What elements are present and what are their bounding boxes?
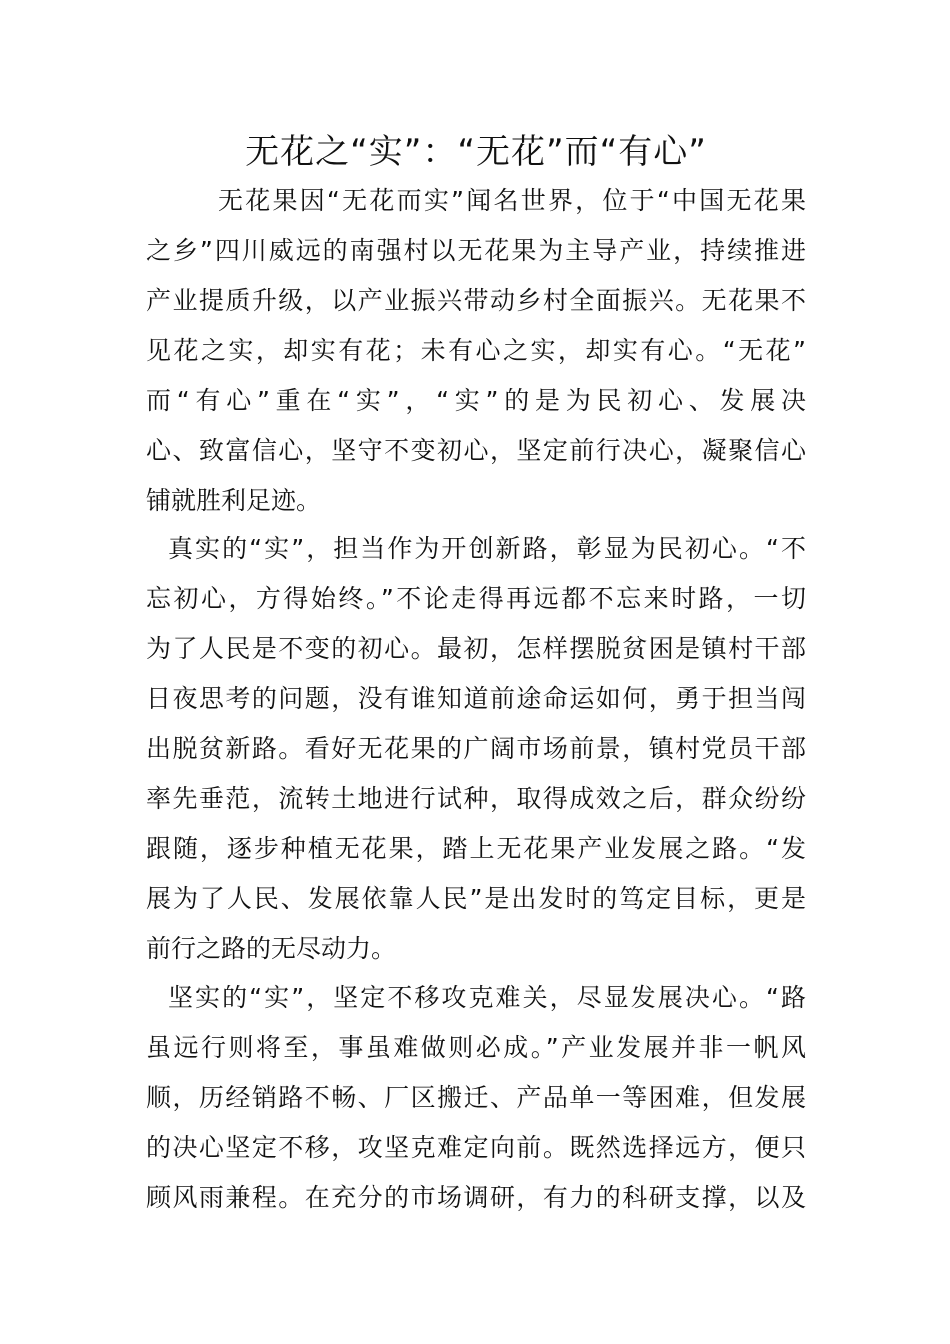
paragraph-2-line-6: 率先垂范，流转土地进行试种，取得成效之后，群众纷纷	[146, 784, 806, 813]
paragraph-2-line-1: 真实的“实”，担当作为开创新路，彰显为民初心。“不	[168, 534, 806, 563]
paragraph-3-line-4: 的决心坚定不移，攻坚克难定向前。既然选择远方，便只	[146, 1133, 806, 1162]
paragraph-3-line-5: 顾风雨兼程。在充分的市场调研，有力的科研支撑，以及	[146, 1183, 806, 1212]
document-title: 无花之“实”：“无花”而“有心”	[245, 132, 707, 172]
paragraph-1-line-2: 之乡”四川威远的南强村以无花果为主导产业，持续推进	[146, 236, 806, 265]
paragraph-1-line-1: 无花果因“无花而实”闻名世界，位于“中国无花果	[218, 186, 806, 215]
paragraph-1-line-5: 而“有心”重在“实”，“实”的是为民初心、发展决	[146, 386, 806, 415]
paragraph-2-line-8: 展为了人民、发展依靠人民”是出发时的笃定目标，更是	[146, 884, 806, 913]
paragraph-1-line-6: 心、致富信心，坚守不变初心，坚定前行决心，凝聚信心	[146, 436, 806, 465]
paragraph-2-line-5: 出脱贫新路。看好无花果的广阔市场前景，镇村党员干部	[146, 734, 806, 763]
paragraph-1-line-3: 产业提质升级，以产业振兴带动乡村全面振兴。无花果不	[146, 286, 806, 315]
paragraph-3-line-3: 顺，历经销路不畅、厂区搬迁、产品单一等困难，但发展	[146, 1083, 806, 1112]
paragraph-2-line-9: 前行之路的无尽动力。	[146, 934, 397, 963]
paragraph-2-line-2: 忘初心，方得始终。”不论走得再远都不忘来时路，一切	[146, 584, 806, 613]
paragraph-1-line-7: 铺就胜利足迹。	[146, 486, 322, 515]
paragraph-2-line-3: 为了人民是不变的初心。最初，怎样摆脱贫困是镇村干部	[146, 634, 806, 663]
paragraph-2-line-4: 日夜思考的问题，没有谁知道前途命运如何，勇于担当闯	[146, 684, 806, 713]
paragraph-1-line-4: 见花之实，却实有花；未有心之实，却实有心。“无花”	[146, 336, 806, 365]
paragraph-3-line-2: 虽远行则将至，事虽难做则必成。”产业发展并非一帆风	[146, 1033, 806, 1062]
paragraph-3-line-1: 坚实的“实”，坚定不移攻克难关，尽显发展决心。“路	[168, 983, 806, 1012]
paragraph-2-line-7: 跟随，逐步种植无花果，踏上无花果产业发展之路。“发	[146, 834, 806, 863]
